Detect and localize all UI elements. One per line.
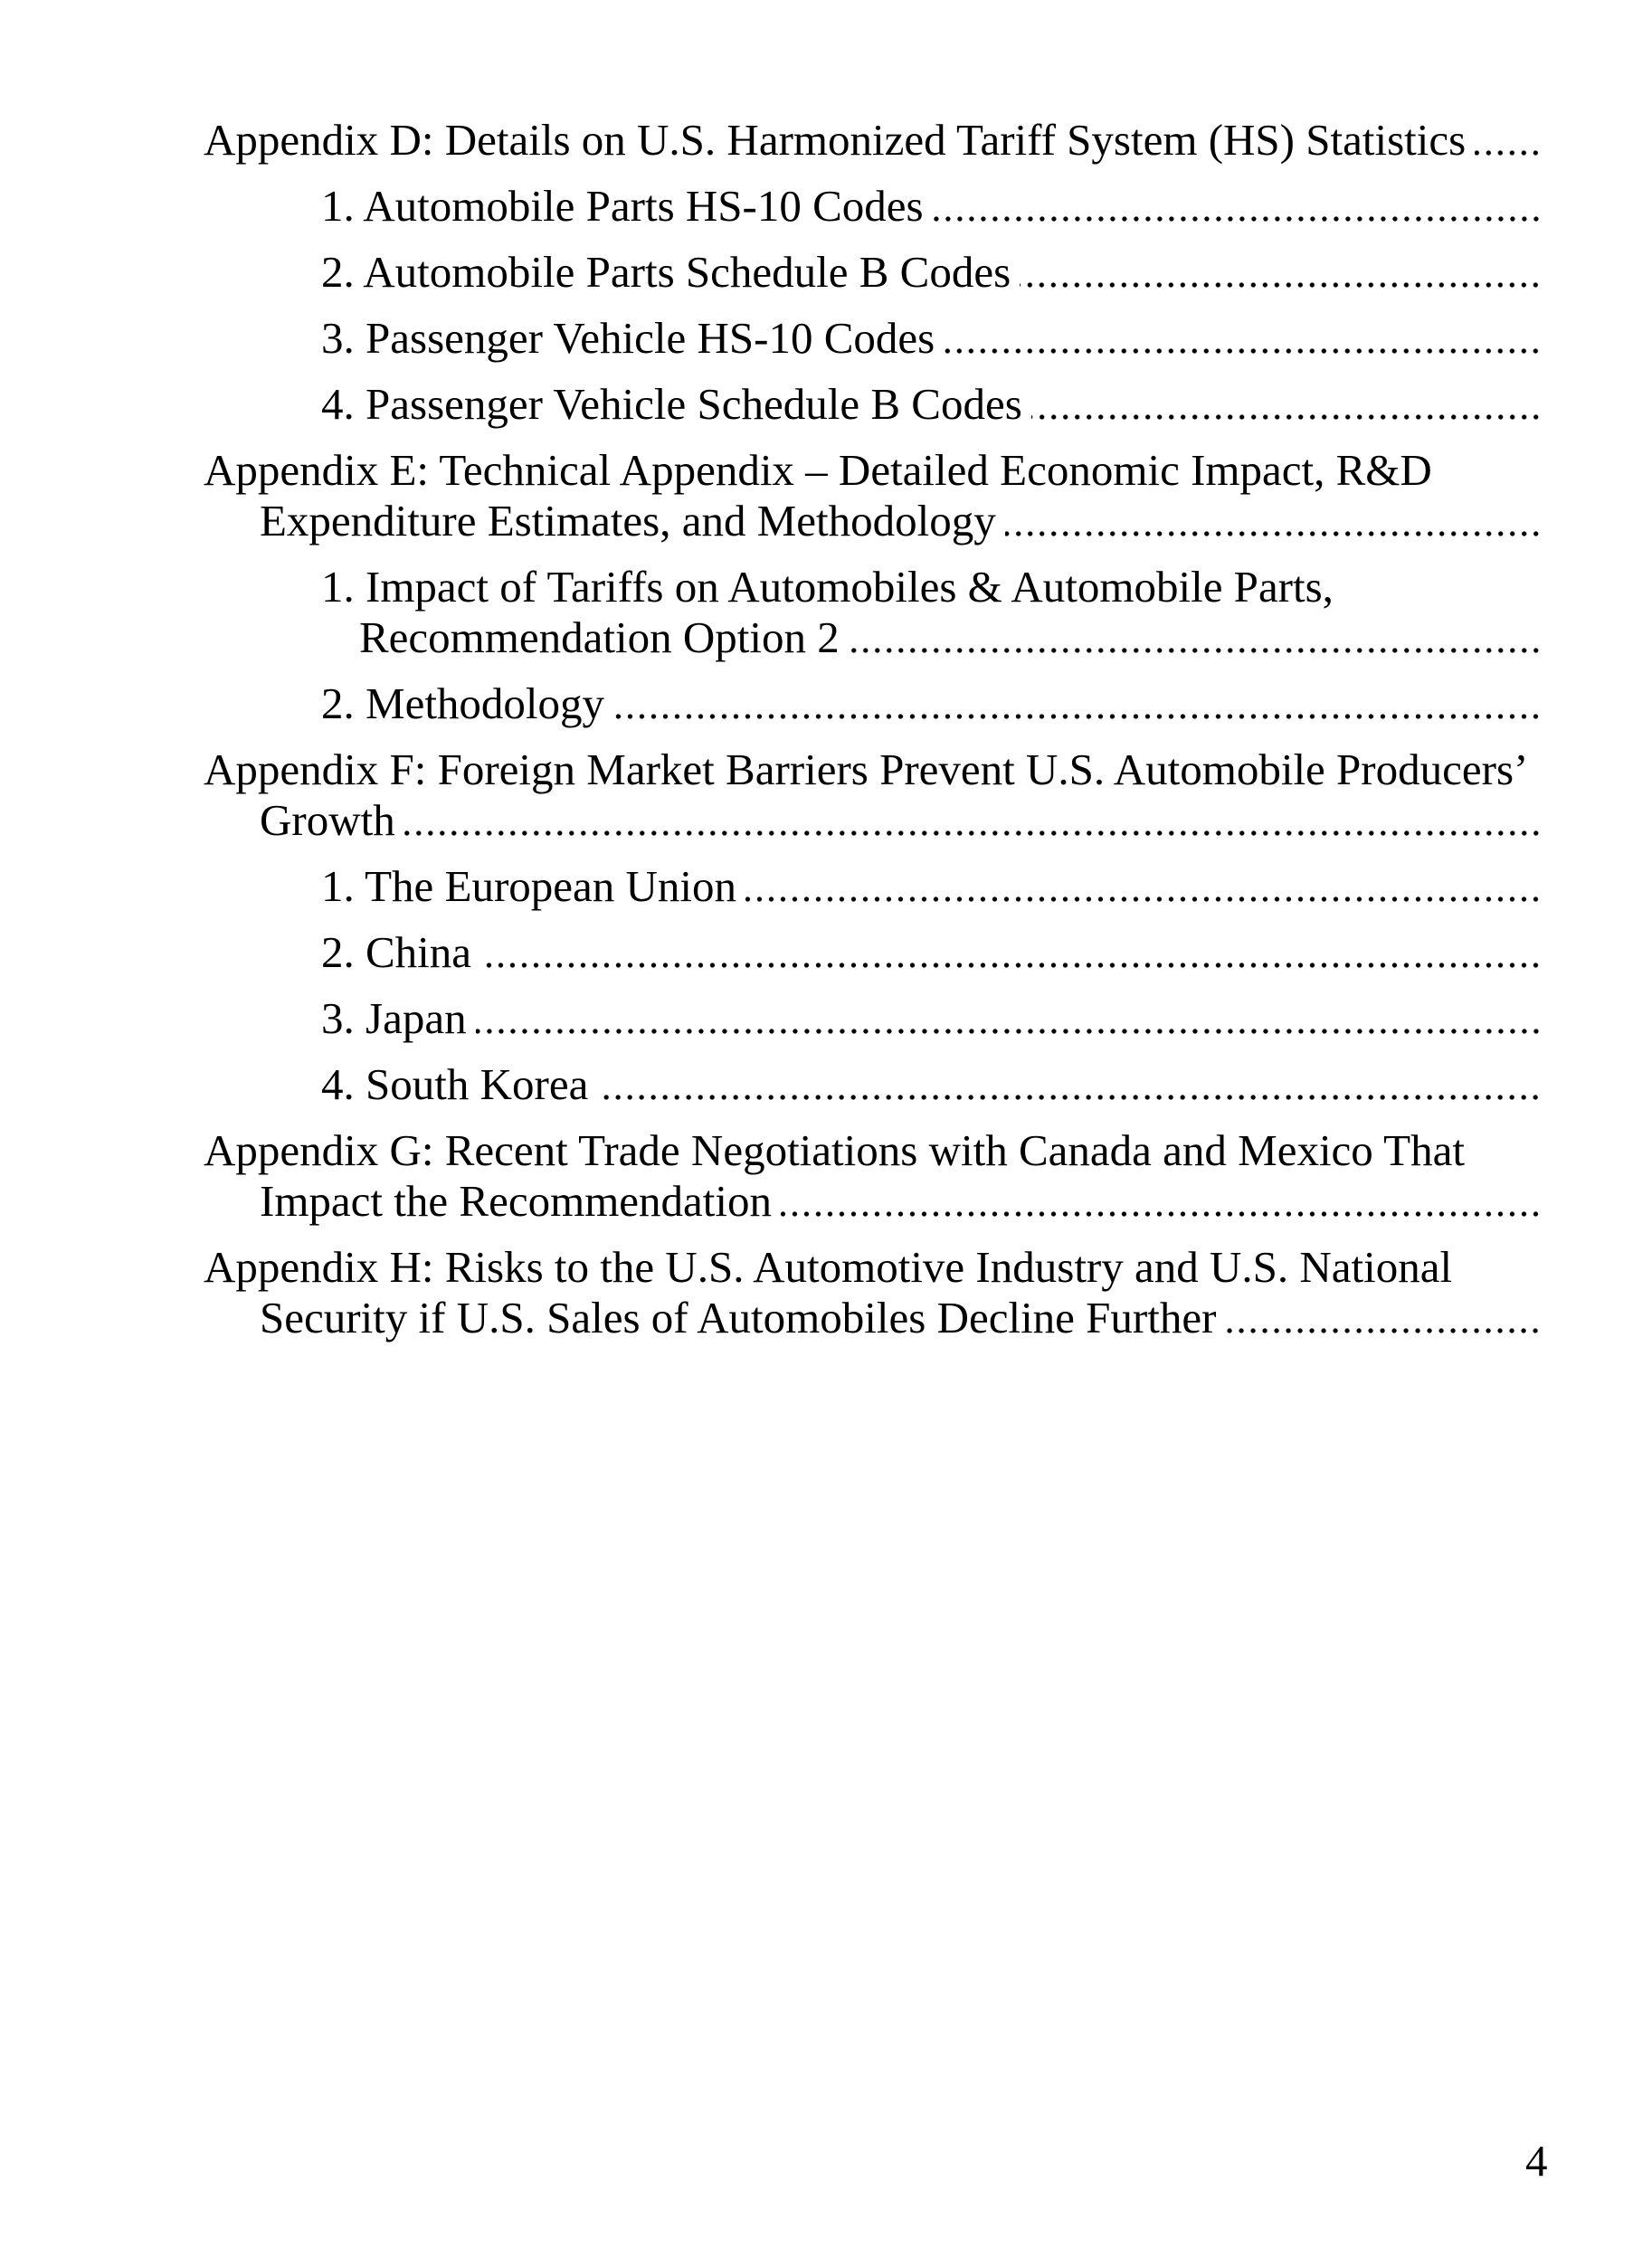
- dot-leader: [781, 1176, 1543, 1227]
- toc-line-text: 1. The European Union: [321, 861, 737, 911]
- toc-line-text: 1. Automobile Parts HS-10 Codes: [321, 181, 924, 231]
- toc-line-text: 2. China: [321, 927, 472, 977]
- dot-leader: [849, 612, 1543, 663]
- toc-line: [0, 861, 1543, 912]
- dot-leader: [1005, 496, 1543, 546]
- toc-line: [0, 993, 1543, 1044]
- toc-line: [0, 445, 1543, 496]
- page-number: 4: [1525, 2136, 1548, 2186]
- dot-leader: [1031, 379, 1543, 430]
- toc-line-text: 3. Passenger Vehicle HS-10 Codes: [321, 313, 935, 363]
- toc-line: [0, 1059, 1543, 1110]
- toc-line-text: Security if U.S. Sales of Automobiles Decline Further: [260, 1293, 1217, 1342]
- toc-line-text: 4. Passenger Vehicle Schedule B Codes: [321, 379, 1022, 429]
- toc-line-text: Expenditure Estimates, and Methodology: [260, 496, 996, 545]
- toc-line: [0, 181, 1543, 232]
- toc-line: [0, 745, 1543, 795]
- toc-line-text: Appendix E: Technical Appendix – Detailed Economic Impact, R&D: [204, 445, 1432, 495]
- toc-line-text: 2. Automobile Parts Schedule B Codes: [321, 247, 1011, 297]
- toc-line: [0, 795, 1543, 846]
- dot-leader: [1020, 247, 1543, 298]
- toc-line-text: Impact the Recommendation: [260, 1176, 773, 1226]
- toc-line: [0, 247, 1543, 298]
- toc-line: [0, 612, 1543, 663]
- dot-leader: [597, 1059, 1543, 1110]
- toc-line: [0, 1293, 1543, 1343]
- dot-leader: [1475, 115, 1543, 166]
- dot-leader: [404, 795, 1543, 846]
- toc-line-text: Appendix G: Recent Trade Negotiations with Canada and Mexico That: [204, 1125, 1465, 1175]
- toc-line: [0, 1125, 1543, 1176]
- toc-line: [0, 678, 1543, 729]
- toc-line: [0, 562, 1543, 612]
- toc-line-text: 2. Methodology: [321, 678, 605, 728]
- toc-line-text: Growth: [260, 795, 395, 845]
- table-of-contents: [0, 115, 1543, 1343]
- toc-line: [0, 927, 1543, 978]
- dot-leader: [745, 861, 1543, 912]
- toc-line: [0, 496, 1543, 546]
- toc-line: [0, 379, 1543, 430]
- toc-line-text: Appendix F: Foreign Market Barriers Prevent U.S. Automobile Producers’: [204, 745, 1529, 794]
- dot-leader: [1225, 1293, 1543, 1343]
- toc-line: [0, 313, 1543, 364]
- toc-line-text: 3. Japan: [321, 993, 467, 1043]
- toc-line-text: Appendix H: Risks to the U.S. Automotive Industry and U.S. National: [204, 1242, 1453, 1292]
- dot-leader: [944, 313, 1543, 364]
- toc-line-text: 4. South Korea: [321, 1059, 589, 1109]
- toc-line-text: Recommendation Option 2: [359, 612, 840, 662]
- dot-leader: [613, 678, 1543, 729]
- toc-line: [0, 115, 1543, 166]
- toc-line: [0, 1176, 1543, 1227]
- toc-line-text: 1. Impact of Tariffs on Automobiles & Automobile Parts,: [321, 562, 1334, 612]
- dot-leader: [480, 927, 1543, 978]
- dot-leader: [476, 993, 1543, 1044]
- toc-line: [0, 1242, 1543, 1293]
- dot-leader: [933, 181, 1543, 232]
- toc-line-text: Appendix D: Details on U.S. Harmonized Tariff System (HS) Statistics: [204, 115, 1467, 165]
